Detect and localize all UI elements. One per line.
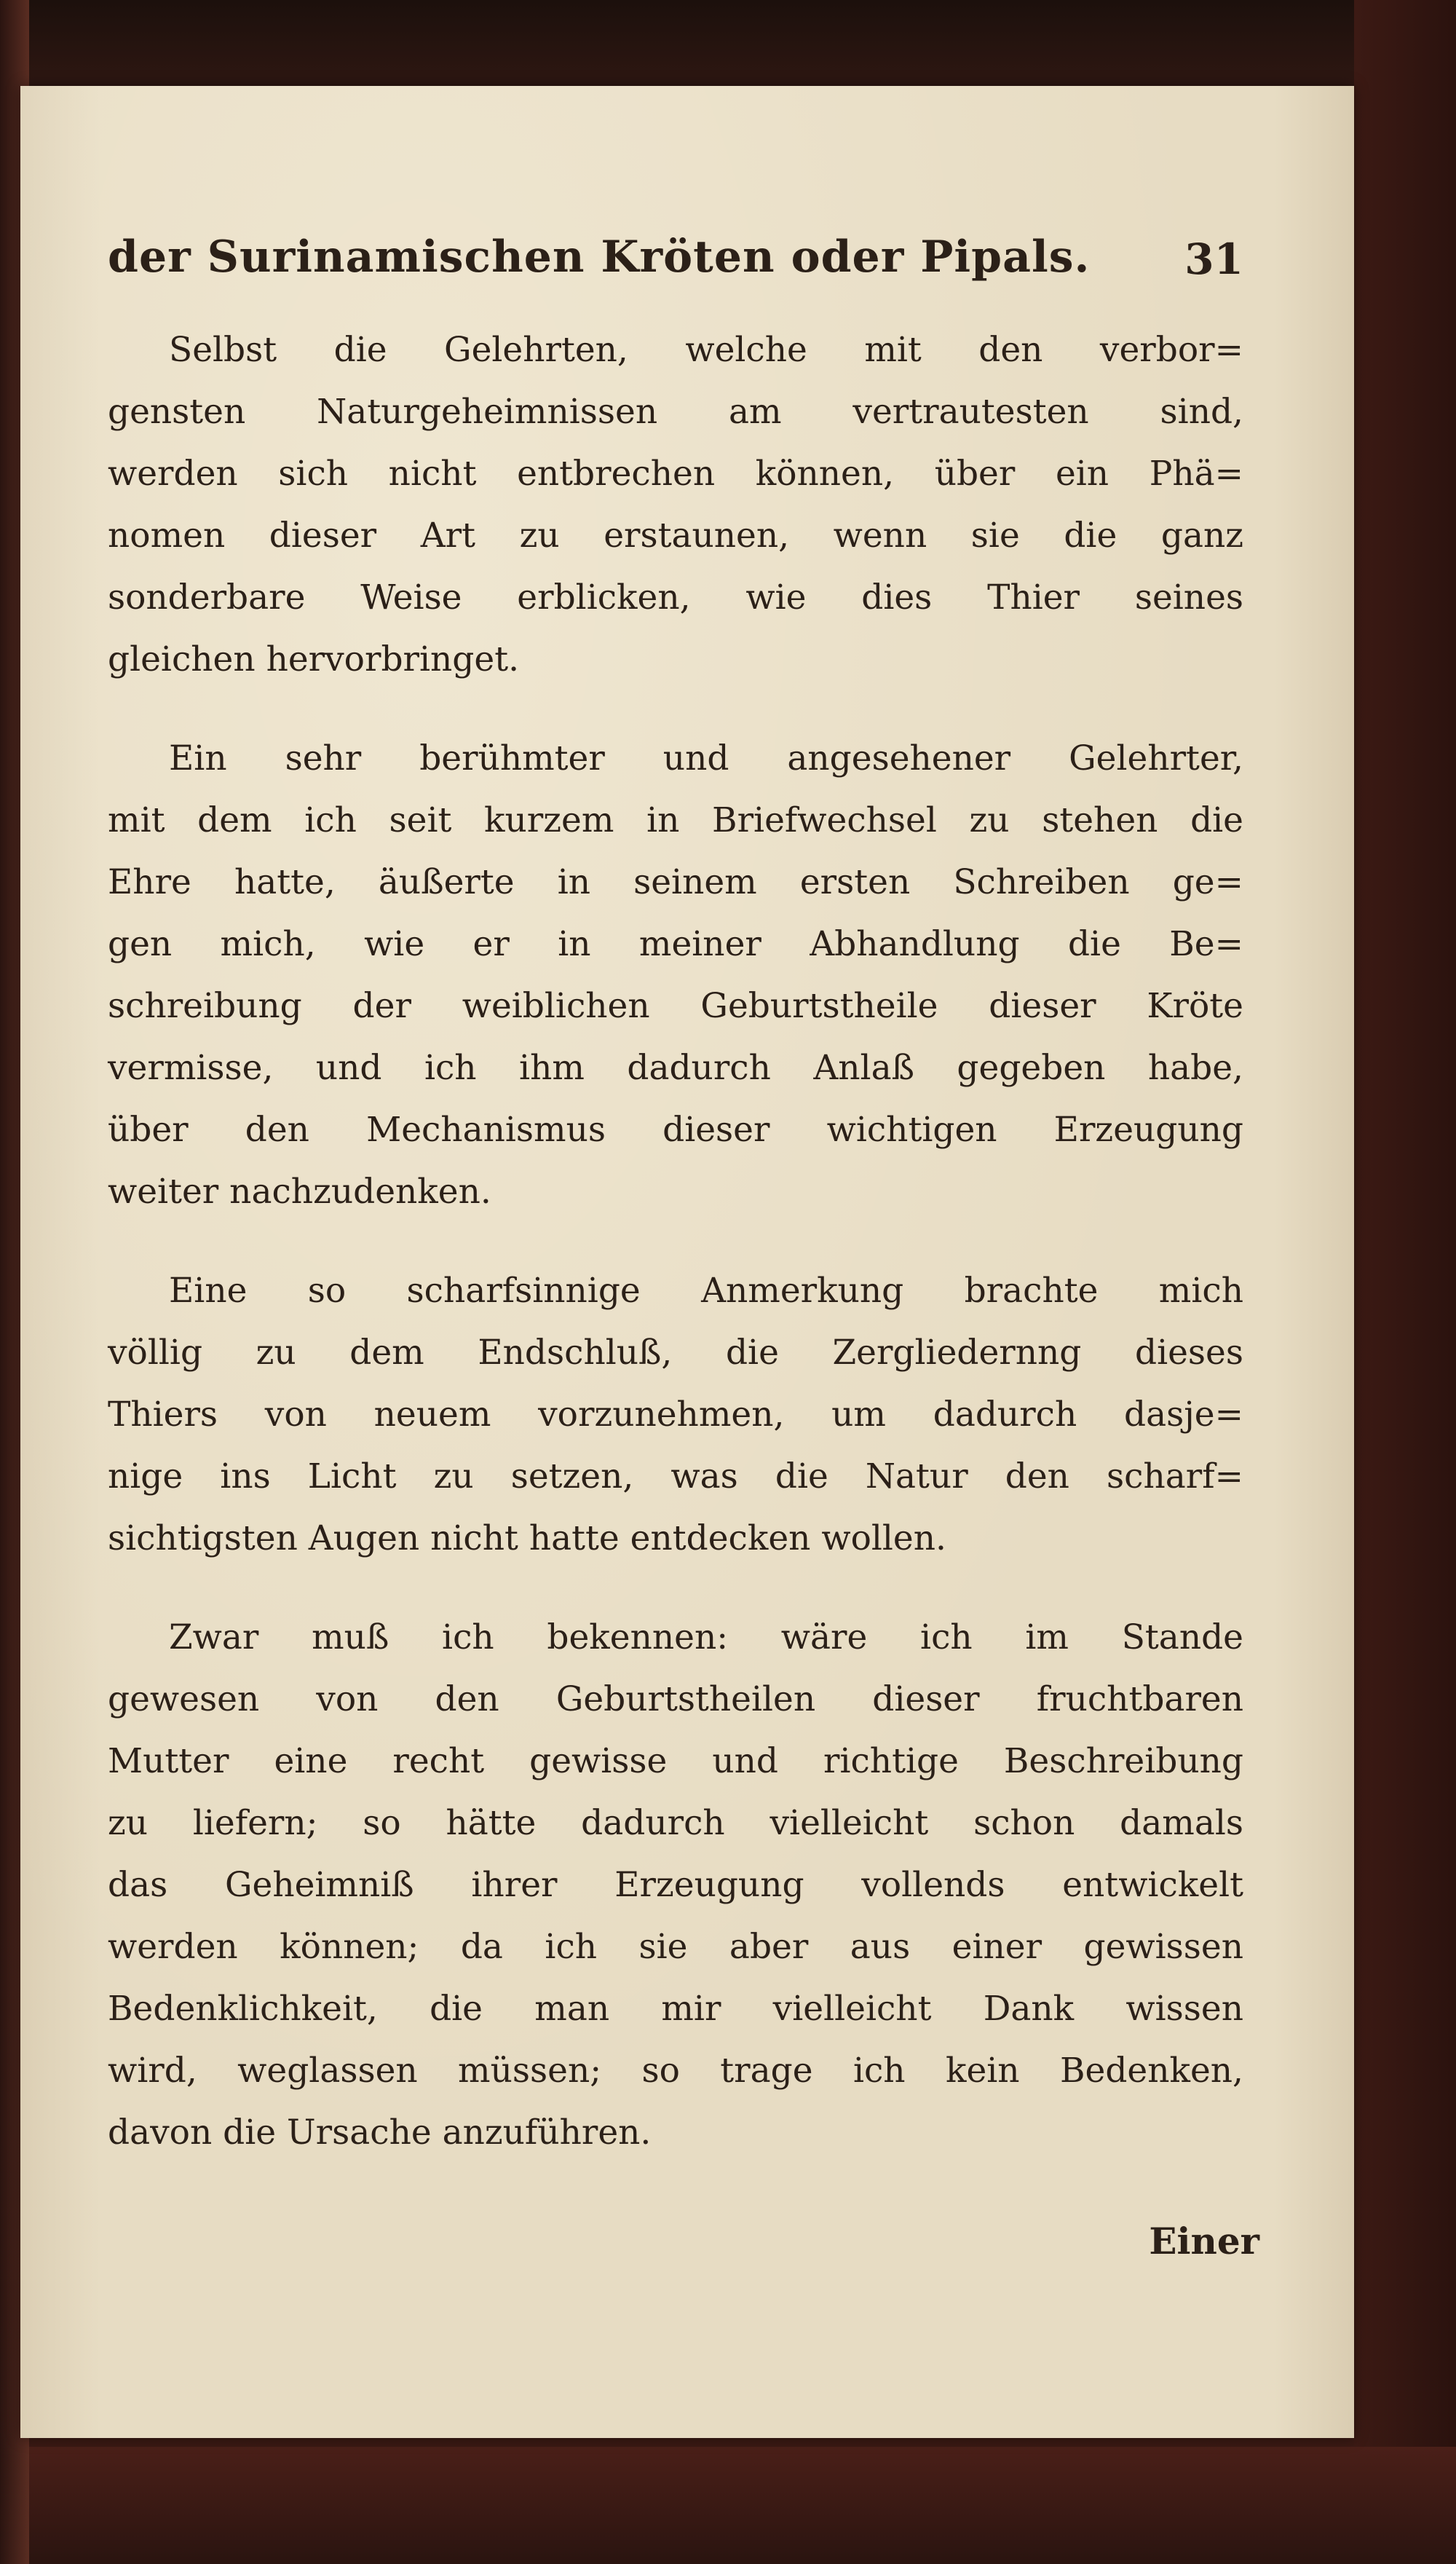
text-line: Ein sehr berühmter und angesehener Gelehrter,	[169, 738, 1243, 778]
text-line: zu liefern; so hätte dadurch vielleicht schon damals	[108, 1803, 1243, 1843]
page-number: 31	[1184, 234, 1243, 284]
body-text	[108, 319, 1243, 2201]
text-line: sichtigsten Augen nicht hatte entdecken wollen.	[108, 1518, 946, 1558]
text-line: werden können; da ich sie aber aus einer gewissen	[108, 1927, 1243, 1967]
catchword: Einer	[1149, 2220, 1259, 2263]
text-line: wird, weglassen müssen; so trage ich kein Bedenken,	[108, 2051, 1243, 2091]
text-line: gleichen hervorbringet.	[108, 639, 520, 679]
text-line: weiter nachzudenken.	[108, 1172, 491, 1212]
text-line: Zwar muß ich bekennen: wäre ich im Stande	[169, 1617, 1243, 1657]
text-line: werden sich nicht entbrechen können, über ein Phä=	[108, 454, 1243, 494]
text-line: gen mich, wie er in meiner Abhandlung die Be=	[108, 924, 1243, 964]
page-header	[108, 232, 1243, 304]
text-line: gewesen von den Geburtstheilen dieser fruchtbaren	[108, 1679, 1243, 1719]
book-page	[20, 86, 1354, 2438]
text-line: Thiers von neuem vorzunehmen, um dadurch dasje=	[108, 1395, 1243, 1435]
paragraph	[108, 1606, 1243, 2163]
text-line: das Geheimniß ihrer Erzeugung vollends entwickelt	[108, 1865, 1243, 1905]
text-line: gensten Naturgeheimnissen am vertrautesten sind,	[108, 392, 1243, 432]
text-line: vermisse, und ich ihm dadurch Anlaß gegeben habe,	[108, 1048, 1243, 1088]
text-line: Mutter eine recht gewisse und richtige Beschreibung	[108, 1741, 1243, 1781]
paragraph	[108, 1260, 1243, 1569]
running-title: der Surinamischen Kröten oder Pipals.	[108, 232, 1091, 283]
text-line: über den Mechanismus dieser wichtigen Erzeugung	[108, 1110, 1243, 1150]
text-line: Selbst die Gelehrten, welche mit den verbor=	[169, 330, 1243, 370]
text-line: nomen dieser Art zu erstaunen, wenn sie die ganz	[108, 516, 1243, 556]
text-line: mit dem ich seit kurzem in Briefwechsel zu stehen die	[108, 800, 1243, 840]
background-top	[0, 0, 1456, 87]
paragraph	[108, 727, 1243, 1223]
background-right	[1354, 0, 1456, 2564]
text-line: davon die Ursache anzuführen.	[108, 2113, 652, 2153]
text-line: sonderbare Weise erblicken, wie dies Thier seines	[108, 577, 1243, 618]
text-line: völlig zu dem Endschluß, die Zergliedernng dieses	[108, 1333, 1243, 1373]
background-bottom	[0, 2447, 1456, 2564]
text-line: schreibung der weiblichen Geburtstheile dieser Kröte	[108, 986, 1243, 1026]
paragraph	[108, 319, 1243, 690]
text-line: Eine so scharfsinnige Anmerkung brachte mich	[169, 1271, 1243, 1311]
text-line: Ehre hatte, äußerte in seinem ersten Schreiben ge=	[108, 862, 1243, 902]
text-line: nige ins Licht zu setzen, was die Natur den scharf=	[108, 1456, 1243, 1496]
text-line: Bedenklichkeit, die man mir vielleicht Dank wissen	[108, 1989, 1243, 2029]
